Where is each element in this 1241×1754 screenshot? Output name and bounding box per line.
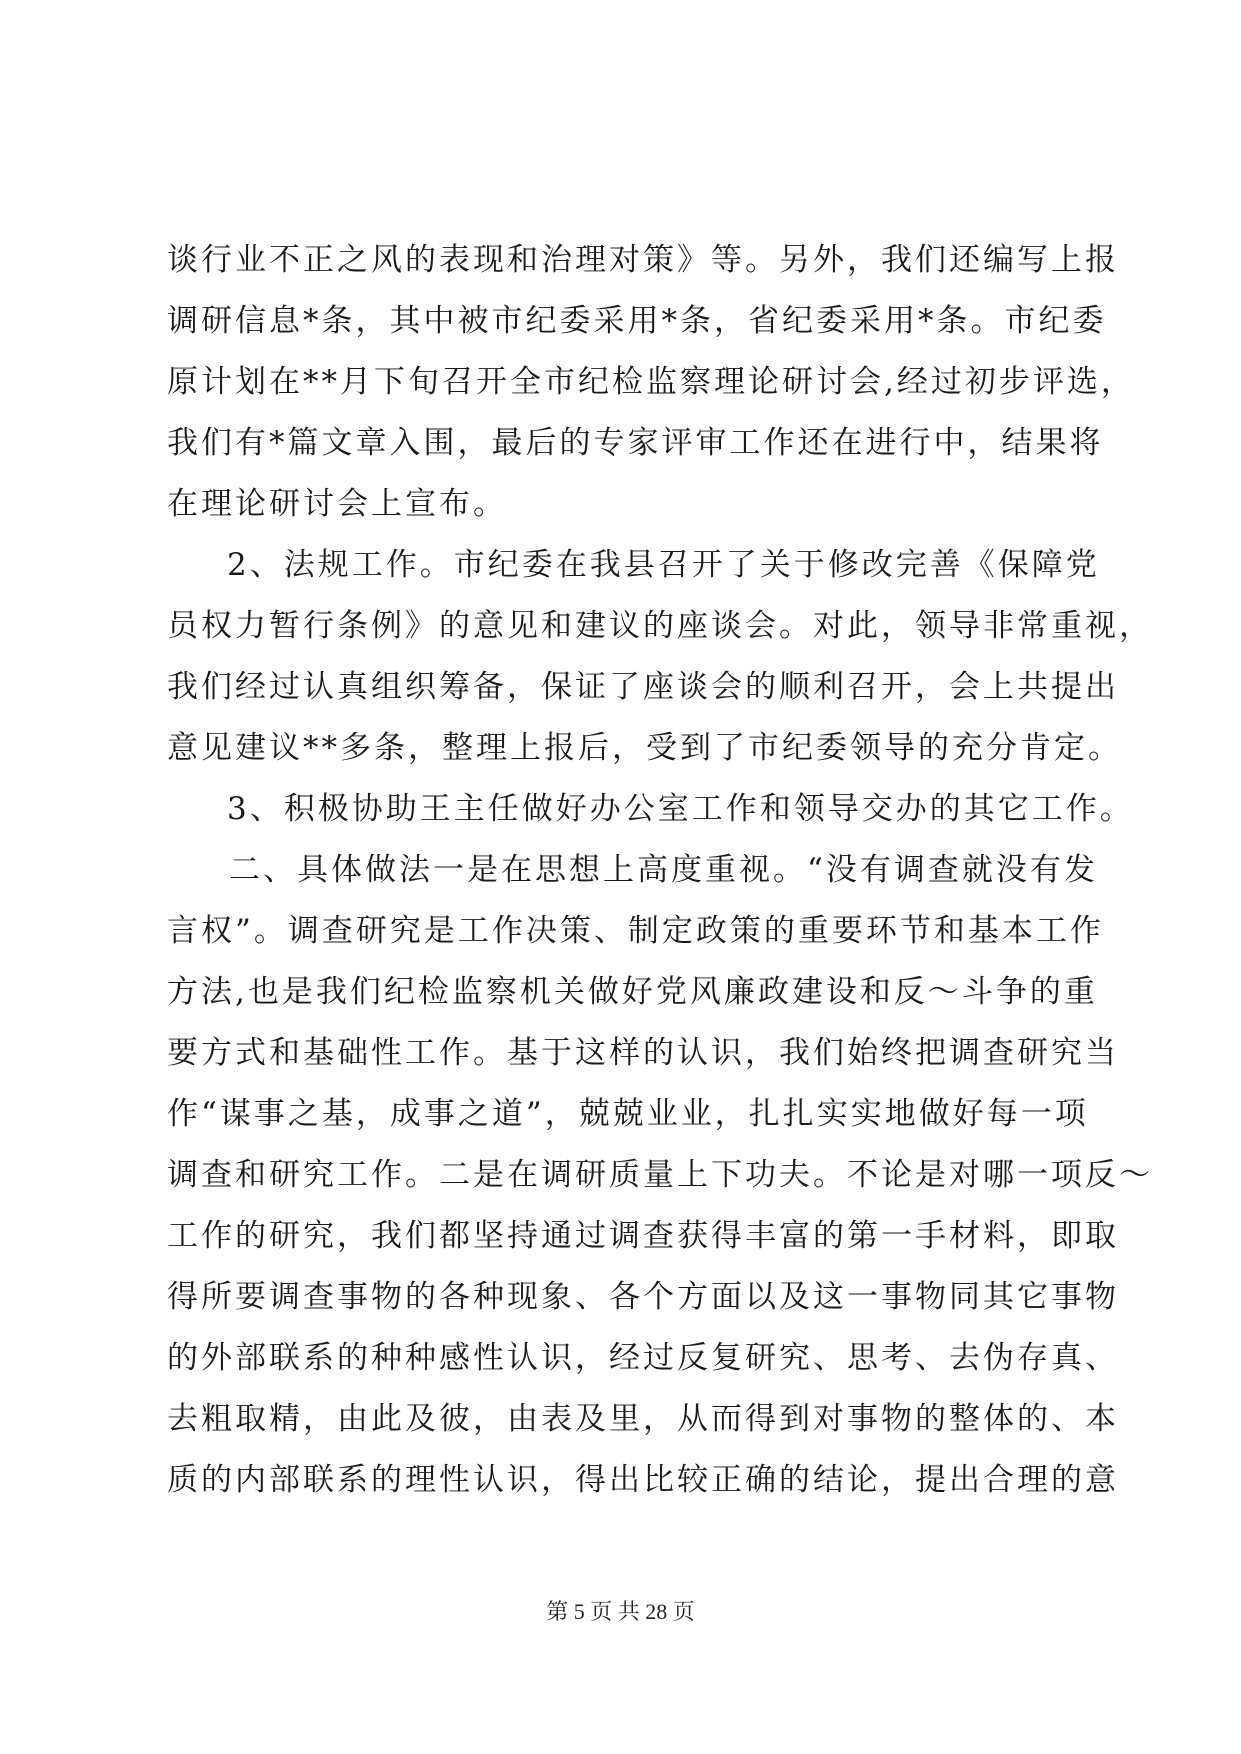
text-line: 我们经过认真组织筹备，保证了座谈会的顺利召开，会上共提出 bbox=[167, 669, 1119, 705]
text-line: 去粗取精，由此及彼，由表及里，从而得到对事物的整体的、本 bbox=[167, 1401, 1119, 1437]
text-line: 言权”。调查研究是工作决策、制定政策的重要环节和基本工作 bbox=[167, 913, 1104, 949]
text-line: 工作的研究，我们都坚持通过调查获得丰富的第一手材料，即取 bbox=[167, 1218, 1119, 1254]
text-line: 的外部联系的种种感性认识，经过反复研究、思考、去伪存真、 bbox=[167, 1340, 1119, 1376]
text-line: 谈行业不正之风的表现和治理对策》等。另外，我们还编写上报 bbox=[167, 242, 1119, 278]
text-line: 我们有*篇文章入围，最后的专家评审工作还在进行中，结果将 bbox=[167, 425, 1104, 461]
text-line: 要方式和基础性工作。基于这样的认识，我们始终把调查研究当 bbox=[167, 1035, 1119, 1071]
text-line: 方法,也是我们纪检监察机关做好党风廉政建设和反～斗争的重 bbox=[167, 974, 1098, 1010]
text-line: 在理论研讨会上宣布。 bbox=[167, 486, 507, 522]
paragraph-start-line: 3、积极协助王主任做好办公室工作和领导交办的其它工作。 bbox=[227, 791, 1134, 827]
text-line: 调查和研究工作。二是在调研质量上下功夫。不论是对哪一项反～ bbox=[167, 1157, 1153, 1193]
paragraph-start-line: 2、法规工作。市纪委在我县召开了关于修改完善《保障党 bbox=[227, 547, 1100, 583]
paragraph-start-line: 二、具体做法一是在思想上高度重视。“没有调查就没有发 bbox=[229, 852, 1098, 888]
text-line: 得所要调查事物的各种现象、各个方面以及这一事物同其它事物 bbox=[167, 1279, 1119, 1315]
text-line: 员权力暂行条例》的意见和建议的座谈会。对此，领导非常重视， bbox=[167, 608, 1153, 644]
body-text bbox=[167, 230, 1153, 1511]
page-number-footer: 第 5 页 共 28 页 bbox=[546, 1599, 695, 1624]
text-line: 质的内部联系的理性认识，得出比较正确的结论，提出合理的意 bbox=[167, 1462, 1119, 1498]
text-line: 调研信息*条，其中被市纪委采用*条，省纪委采用*条。市纪委 bbox=[167, 303, 1107, 339]
text-line: 原计划在**月下旬召开全市纪检监察理论研讨会,经过初步评选， bbox=[167, 364, 1135, 400]
text-line: 作“谋事之基，成事之道”，兢兢业业，扎扎实实地做好每一项 bbox=[167, 1096, 1089, 1132]
text-line: 意见建议**多条，整理上报后，受到了市纪委领导的充分肯定。 bbox=[167, 730, 1122, 766]
